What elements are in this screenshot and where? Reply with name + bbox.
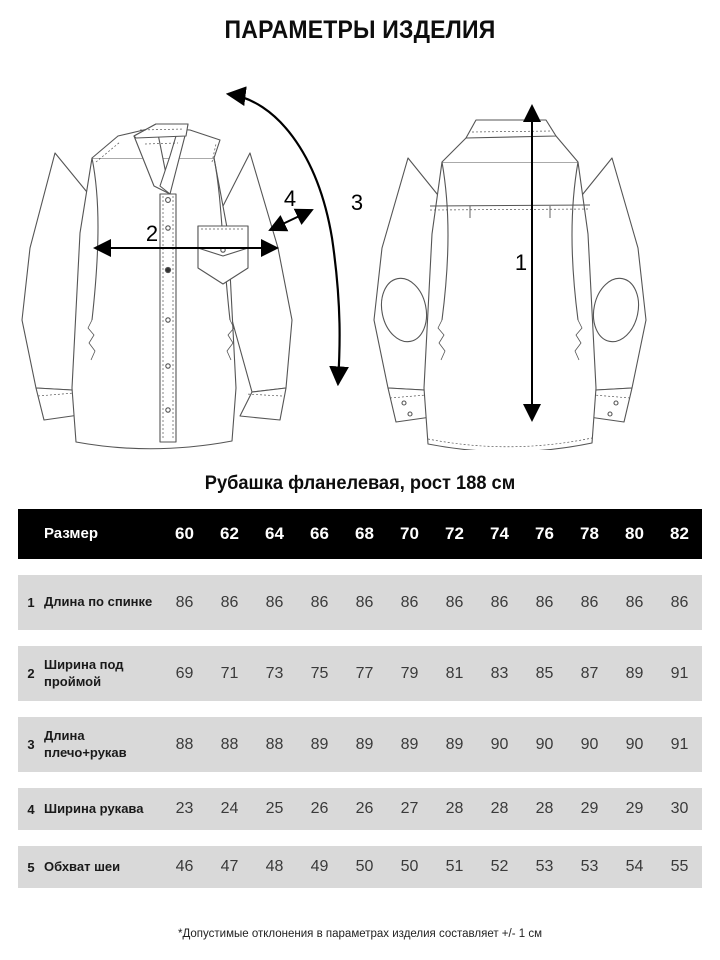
header-size-7: 74 <box>490 524 509 543</box>
header-size-10: 80 <box>625 524 644 543</box>
row-value: 87 <box>580 664 599 682</box>
page-title: ПАРАМЕТРЫ ИЗДЕЛИЯ <box>224 16 496 44</box>
row-value: 30 <box>670 800 689 817</box>
size-table <box>18 509 702 888</box>
row-value: 86 <box>175 593 194 611</box>
header-size-3: 66 <box>310 524 329 543</box>
row-value: 89 <box>400 735 419 753</box>
header-size-6: 72 <box>445 524 464 543</box>
row-value: 55 <box>670 858 689 875</box>
row-value: 86 <box>355 593 374 611</box>
row-value: 29 <box>625 800 644 817</box>
row-label: Длина по спинке <box>44 594 153 610</box>
row-value: 81 <box>445 664 464 682</box>
callout-2-label: 2 <box>145 221 159 246</box>
header-size-0: 60 <box>175 524 194 543</box>
row-value: 24 <box>220 800 239 817</box>
row-value: 89 <box>310 735 329 753</box>
row-value: 50 <box>355 858 374 875</box>
row-value: 73 <box>265 664 284 682</box>
header-size-5: 70 <box>400 524 419 543</box>
row-value: 28 <box>535 800 554 817</box>
row-number: 3 <box>27 737 35 752</box>
row-value: 69 <box>175 664 194 682</box>
row-value: 77 <box>355 664 374 682</box>
row-value: 88 <box>175 735 194 753</box>
table-row <box>18 717 702 772</box>
row-value: 89 <box>625 664 644 682</box>
row-value: 86 <box>670 593 689 611</box>
shirt-front-view <box>22 124 292 449</box>
product-diagram <box>0 58 720 450</box>
callout-4-label: 4 <box>283 186 297 211</box>
row-value: 86 <box>310 593 329 611</box>
row-value: 86 <box>445 593 464 611</box>
callout-3-label: 3 <box>350 190 364 215</box>
row-value: 90 <box>535 735 554 753</box>
row-value: 26 <box>355 800 374 817</box>
row-value: 46 <box>175 858 194 875</box>
row-value: 54 <box>625 858 644 875</box>
row-value: 90 <box>490 735 509 753</box>
table-row <box>18 575 702 630</box>
row-value: 50 <box>400 858 419 875</box>
header-size-1: 62 <box>220 524 239 543</box>
row-value: 89 <box>445 735 464 753</box>
row-value: 28 <box>490 800 509 817</box>
row-number: 5 <box>27 859 35 875</box>
row-number: 4 <box>27 801 35 817</box>
row-value: 90 <box>625 735 644 753</box>
row-value: 89 <box>355 735 374 753</box>
row-value: 86 <box>265 593 284 611</box>
row-value: 86 <box>580 593 599 611</box>
row-value: 51 <box>445 858 464 875</box>
row-value: 25 <box>265 800 284 817</box>
row-label: Обхват шеи <box>44 858 121 874</box>
header-size-11: 82 <box>670 524 689 543</box>
row-value: 28 <box>445 800 464 817</box>
row-value: 75 <box>310 664 329 682</box>
row-value: 49 <box>310 858 329 875</box>
shirt-back-view <box>374 120 646 450</box>
measure-labels-back <box>515 250 527 275</box>
row-value: 91 <box>670 735 689 753</box>
row-value: 86 <box>535 593 554 611</box>
row-value: 53 <box>535 858 554 875</box>
table-row <box>18 646 702 701</box>
row-label: Длина плечо+рукав <box>44 728 127 760</box>
row-value: 26 <box>310 800 329 817</box>
header-size-4: 68 <box>355 524 374 543</box>
row-value: 52 <box>490 858 509 875</box>
row-value: 71 <box>220 664 239 682</box>
row-value: 85 <box>535 664 554 682</box>
row-value: 29 <box>580 800 599 817</box>
table-row <box>18 846 702 888</box>
row-value: 83 <box>490 664 509 682</box>
table-row <box>18 788 702 830</box>
row-value: 79 <box>400 664 419 682</box>
row-value: 23 <box>175 800 194 817</box>
row-value: 86 <box>220 593 239 611</box>
row-number: 1 <box>27 595 35 610</box>
header-size-label: Размер <box>44 524 99 542</box>
row-value: 90 <box>580 735 599 753</box>
callout-1-label: 1 <box>514 250 528 275</box>
row-value: 86 <box>400 593 419 611</box>
row-value: 48 <box>265 858 284 875</box>
row-label: Ширина под проймой <box>44 657 124 689</box>
row-value: 27 <box>400 800 419 817</box>
row-value: 88 <box>220 735 239 753</box>
row-value: 47 <box>220 858 239 875</box>
header-size-8: 76 <box>535 524 554 543</box>
footnote: *Допустимые отклонения в параметрах изделия составляет +/- 1 см <box>178 928 542 940</box>
row-value: 86 <box>625 593 644 611</box>
row-label: Ширина рукава <box>44 800 144 816</box>
row-value: 86 <box>490 593 509 611</box>
header-size-2: 64 <box>265 524 284 543</box>
table-subtitle: Рубашка фланелевая, рост 188 см <box>204 473 516 494</box>
row-value: 91 <box>670 664 689 682</box>
row-value: 53 <box>580 858 599 875</box>
row-value: 88 <box>265 735 284 753</box>
row-number: 2 <box>27 666 35 681</box>
header-size-9: 78 <box>580 524 599 543</box>
table-header-row <box>18 509 702 559</box>
